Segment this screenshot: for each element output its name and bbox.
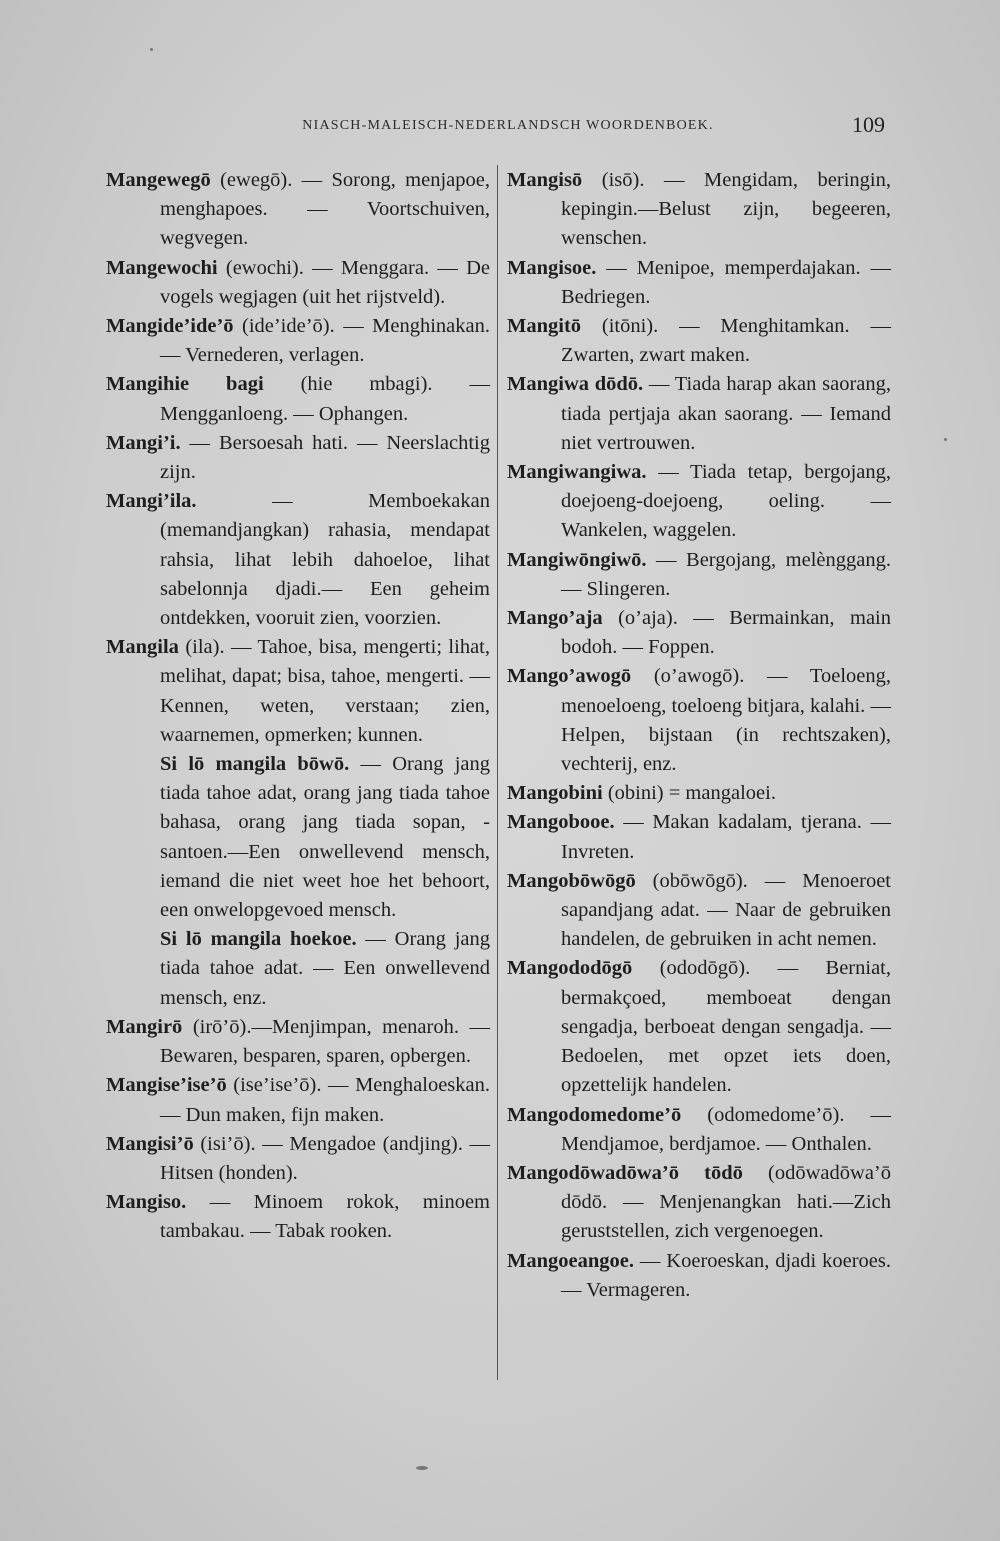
- entry-headword: Mangisō: [507, 169, 583, 191]
- entry-headword: Mangobōwōgō: [507, 869, 636, 892]
- entry-headword: Mangodomedome’ō: [507, 1103, 682, 1126]
- paper-speck: [416, 1466, 428, 1470]
- right-column: [507, 166, 891, 1305]
- dictionary-entry: [507, 779, 891, 808]
- entry-definition: (isō). — Mengidam, beringin, kepingin.—Belust zijn, begeeren, wenschen.: [561, 169, 891, 250]
- entry-headword: Mangiwa dōdō.: [507, 373, 644, 396]
- entry-definition: (ide’ide’ō). — Menghinakan. — Vernederen, verlagen.: [160, 315, 490, 367]
- dictionary-entry: [507, 604, 891, 662]
- dictionary-entry: [507, 254, 891, 312]
- entry-definition: — Orang jang tiada tahoe adat. — Een onwellevend mensch, enz.: [160, 928, 490, 1009]
- entry-headword: Mangiso.: [106, 1191, 187, 1214]
- entry-definition: — Makan kadalam, tjerana. — Invreten.: [561, 811, 891, 863]
- entry-definition: (o’aja). — Bermainkan, main bodoh. — Foppen.: [561, 607, 891, 659]
- dictionary-entry: [106, 370, 490, 428]
- sub-entry: [106, 750, 490, 925]
- entry-headword: Mangila: [106, 636, 179, 659]
- entry-headword: Mangewochi: [106, 256, 218, 279]
- entry-definition: — Koeroeskan, djadi koeroes. — Vermageren.: [561, 1249, 891, 1301]
- dictionary-entry: [106, 1071, 490, 1129]
- entry-definition: (ewegō). — Sorong, menjapoe, menghapoes. — Voortschuiven, wegvegen.: [160, 169, 490, 250]
- dictionary-entry: [507, 808, 891, 866]
- entry-definition: (o’awogō). — Toeloeng, menoeloeng, toeloeng bitjara, kalahi. — Helpen, bijstaan (in rechtszaken), vechterij, enz.: [561, 665, 891, 776]
- dictionary-entry: [507, 1101, 891, 1159]
- entry-headword: Mangide’ide’ō: [106, 315, 234, 338]
- entry-definition: (odōwadōwa’ō dōdō. — Menjenangkan hati.—Zich geruststellen, zich vergenoegen.: [561, 1161, 891, 1243]
- dictionary-entry: [106, 1188, 490, 1246]
- entry-headword: Mangisoe.: [507, 256, 597, 279]
- entry-definition: — Bergojang, melènggang. — Slingeren.: [561, 548, 891, 600]
- dictionary-entry: [507, 370, 891, 458]
- column-divider: [497, 165, 498, 1380]
- entry-definition: (irō’ō).—Menjimpan, menaroh. — Bewaren, besparen, sparen, opbergen.: [160, 1015, 490, 1068]
- dictionary-entry: [106, 254, 490, 312]
- dictionary-entry: [507, 458, 891, 546]
- dictionary-entry: [106, 1130, 490, 1188]
- dictionary-entry: [507, 546, 891, 604]
- dictionary-entry: [507, 954, 891, 1100]
- dictionary-entry: [106, 166, 490, 254]
- entry-definition: (ila). — Tahoe, bisa, mengerti; lihat, melihat, dapat; bisa, tahoe, mengerti. — Kennen, weten, verstaan; zien, waarnemen, opmerken; kunnen.: [160, 636, 490, 746]
- entry-headword: Si lō mangila bōwō.: [160, 753, 350, 776]
- entry-headword: Mangododōgō: [507, 957, 633, 980]
- dictionary-entry: [507, 867, 891, 955]
- entry-definition: — Orang jang tiada tahoe adat, orang jang tiada tahoe bahasa, orang jang tiada sopan, -santoen.—Een onwellevend mensch, iemand die niet weet hoe het behoort, een onwelopgevoed mensch.: [160, 753, 490, 922]
- entry-definition: — Minoem rokok, minoem tambakau. — Tabak rooken.: [160, 1191, 490, 1243]
- running-title: NIASCH-MALEISCH-NEDERLANDSCH WOORDENBOEK.: [302, 118, 714, 133]
- entry-headword: Mango’aja: [507, 607, 603, 630]
- entry-definition: (ewochi). — Menggara. — De vogels wegjagen (uit het rijstveld).: [160, 256, 490, 308]
- entry-headword: Mangisi’ō: [106, 1132, 194, 1155]
- entry-headword: Si lō mangila hoekoe.: [160, 928, 357, 951]
- entry-headword: Mangi’ila.: [106, 490, 197, 513]
- dictionary-entry: [106, 1013, 490, 1071]
- paper-speck: [150, 48, 153, 51]
- entry-headword: Mangihie bagi: [106, 373, 264, 396]
- entry-headword: Mangewegō: [106, 169, 211, 191]
- entry-definition: (obini) = mangaloei.: [602, 782, 776, 805]
- dictionary-entry: [507, 662, 891, 779]
- entry-headword: Mango’awogō: [507, 665, 632, 688]
- entry-definition: — Tiada harap akan saorang, tiada pertjaja akan saorang. — Iemand niet vertrouwen.: [561, 373, 891, 454]
- sub-entry: [106, 925, 490, 1013]
- entry-definition: (itōni). — Menghitamkan. — Zwarten, zwart maken.: [561, 315, 891, 367]
- entry-headword: Mangobini: [507, 782, 603, 805]
- dictionary-entry: [106, 633, 490, 750]
- entry-headword: Mangi’i.: [106, 431, 181, 454]
- entry-headword: Mangodōwadōwa’ō tōdō: [507, 1161, 743, 1184]
- entry-definition: (ise’ise’ō). — Menghaloeskan. — Dun maken, fijn maken.: [160, 1074, 490, 1126]
- entry-definition: — Tiada tetap, bergojang, doejoeng-doejoeng, oeling. — Wankelen, waggelen.: [561, 461, 891, 542]
- dictionary-entry: [507, 166, 891, 254]
- dictionary-entry: [507, 312, 891, 370]
- left-column: [106, 166, 490, 1247]
- dictionary-entry: [507, 1159, 891, 1247]
- entry-headword: Mangise’ise’ō: [106, 1074, 227, 1097]
- entry-headword: Mangobooe.: [507, 811, 615, 834]
- entry-definition: (hie mbagi). — Mengganloeng. — Ophangen.: [160, 373, 490, 425]
- entry-headword: Mangitō: [507, 315, 582, 338]
- entry-definition: — Memboekakan (memandjangkan) rahasia, mendapat rahsia, lihat lebih dahoeloe, lihat sabelonnja djadi.— Een geheim ontdekken, vooruit zien, voorzien.: [160, 490, 490, 630]
- entry-headword: Mangirō: [106, 1015, 183, 1038]
- entry-definition: — Bersoesah hati. — Neerslachtig zijn.: [160, 431, 490, 484]
- entry-headword: Mangiwōngiwō.: [507, 548, 647, 571]
- paper-speck: [944, 438, 947, 441]
- dictionary-entry: [507, 1247, 891, 1305]
- page-number: 109: [852, 112, 885, 137]
- entry-headword: Mangoeangoe.: [507, 1249, 634, 1272]
- entry-headword: Mangiwangiwa.: [507, 461, 647, 484]
- entry-definition: (obōwōgō). — Menoeroet sapandjang adat. — Naar de gebruiken handelen, de gebruiken in acht nemen.: [561, 869, 891, 951]
- entry-definition: (isi’ō). — Mengadoe (andjing). — Hitsen (honden).: [160, 1132, 490, 1184]
- entry-definition: (odomedome’ō). — Mendjamoe, berdjamoe. — Onthalen.: [561, 1103, 891, 1155]
- entry-definition: (ododōgō). — Berniat, bermakçoed, memboeat dengan sengadja, berboeat dengan sengadja. — Bedoelen, met opzet iets doen, opzettelijk handelen.: [561, 957, 891, 1097]
- dictionary-entry: [106, 429, 490, 487]
- dictionary-entry: [106, 487, 490, 633]
- dictionary-entry: [106, 312, 490, 370]
- entry-definition: — Menipoe, memperdajakan. — Bedriegen.: [561, 256, 891, 308]
